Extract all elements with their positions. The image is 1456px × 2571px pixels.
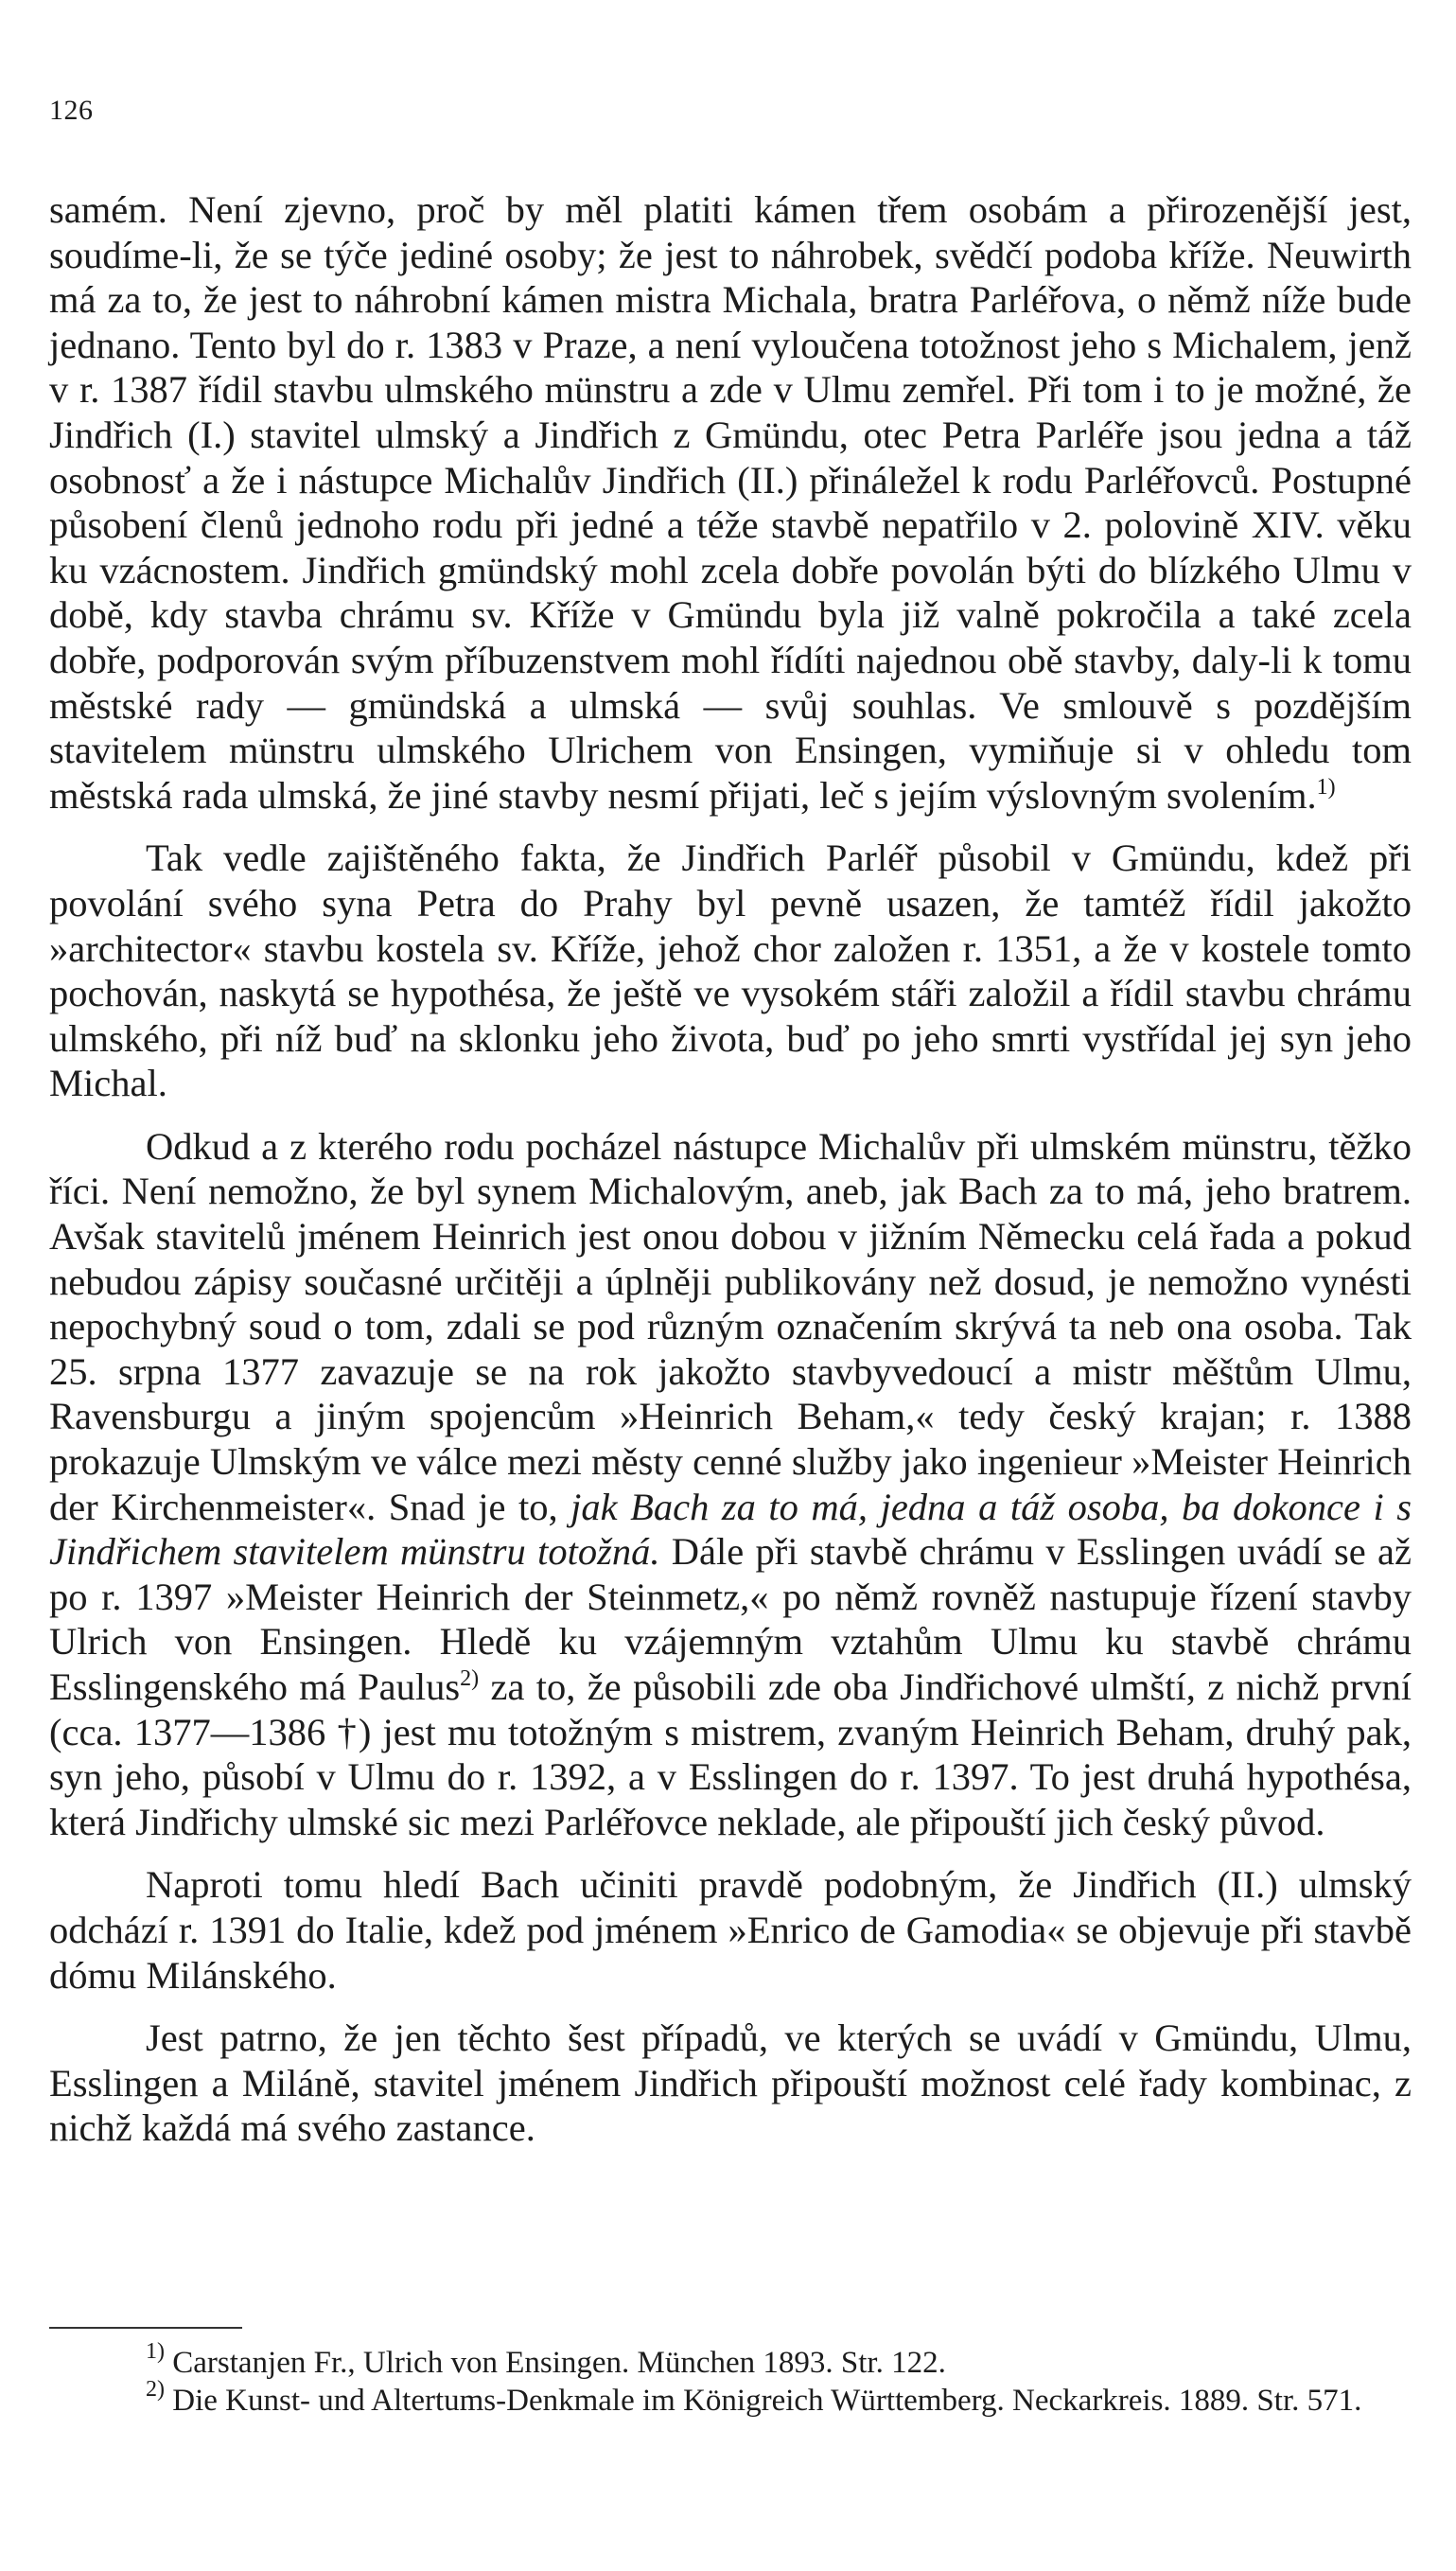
paragraph-2: Tak vedle zajištěného fakta, že Jindřich Parléř působil v Gmündu, kdež při povolání svého syna Petra do Prahy byl pevně usazen, že tamtéž řídil jakožto »architector« stavbu kostela sv. Kříže, jehož chor založen r. 1351, a že v kostele tomto pochován, naskytá se hypothésa, že ještě ve vysokém stáři založil a řídil stavbu chrámu ulmského, při níž buď na sklonku jeho života, buď po jeho smrti vystřídal jej syn jeho Michal. <box>49 836 1412 1105</box>
footnote-2 <box>49 2377 1412 2420</box>
footnote-1-text: Carstanjen Fr., Ulrich von Ensingen. München 1893. Str. 122. <box>172 2346 946 2380</box>
footnote-divider <box>49 2327 242 2329</box>
paragraph-3-italic: jak Bach za to má, jedna a táž osoba, ba dokonce i s Jindřichem stavitelem münstru totožná. <box>49 1485 1412 1574</box>
footnote-2-text: Die Kunst- und Altertums-Denkmale im Königreich Württemberg. Neckarkreis. 1889. Str. 571. <box>172 2384 1362 2418</box>
paragraph-3-text-c: za to, že působili zde oba Jindřichové ulmští, z nichž první (cca. 1377—1386 †) jest mu totožným s mistrem, zvaným Heinrich Beham, druhý pak, syn jeho, působí v Ulmu do r. 1392, a v Esslingen do r. 1397. To jest druhá hypothésa, která Jindřichy ulmské sic mezi Parléřovce neklade, ale připouští jich český původ. <box>49 1665 1412 1843</box>
body-text <box>49 187 1412 2151</box>
footnote-ref-2: 2) <box>460 1666 480 1691</box>
footnote-ref-1: 1) <box>1316 774 1336 800</box>
paragraph-3-text-b: Dále při stavbě chrámu v Esslingen uvádí se až po r. 1397 »Meister Heinrich der Steinmetz,« po němž rovněž nastupuje řízení stavby Ulrich von Ensingen. Hledě ku vzájemným vztahům Ulmu ku stavbě chrámu Esslingenského má Paulus <box>49 1530 1412 1708</box>
paragraph-1 <box>49 187 1412 818</box>
paragraph-4: Naproti tomu hledí Bach učiniti pravdě podobným, že Jindřich (II.) ulmský odchází r. 1391 do Italie, kdež pod jménem »Enrico de Gamodia« se objevuje při stavbě dómu Milánského. <box>49 1863 1412 1997</box>
paragraph-5: Jest patrno, že jen těchto šest případů, ve kterých se uvádí v Gmündu, Ulmu, Esslingen a Miláně, stavitel jménem Jindřich připouští možnost celé řady kombinac, z nichž každá má svého zastance. <box>49 2016 1412 2150</box>
page-number: 126 <box>49 95 94 126</box>
footnote-2-marker: 2) <box>146 2377 165 2402</box>
paragraph-3 <box>49 1124 1412 1845</box>
footnotes <box>49 2339 1412 2420</box>
paragraph-3-text-a: Odkud a z kterého rodu pocházel nástupce Michalův při ulmském münstru, těžko říci. Není nemožno, že byl synem Michalovým, aneb, jak Bach za to má, jeho bratrem. Avšak stavitelů jménem Heinrich jest onou dobou v jižním Německu celá řada a pokud nebudou zápisy současné určitěji a úplněji publikovány než dosud, je nemožno vynésti nepochybný soud o tom, zdali se pod různým označením skrývá ta neb ona osoba. Tak 25. srpna 1377 zavazuje se na rok jakožto stavbyvedoucí a mistr měštům Ulmu, Ravensburgu a jiným spojencům »Heinrich Beham,« tedy český krajan; r. 1388 prokazuje Ulmským ve válce mezi městy cenné služby jako ingenieur »Meister Heinrich der Kirchenmeister«. Snad je to, <box>49 1124 1412 1528</box>
footnote-1 <box>49 2339 1412 2382</box>
paragraph-1-text: samém. Není zjevno, proč by měl platiti kámen třem osobám a přirozenější jest, soudíme-li, že se týče jediné osoby; že jest to náhrobek, svědčí podoba kříže. Neuwirth má za to, že jest to náhrobní kámen mistra Michala, bratra Parléřova, o němž níže bude jednano. Tento byl do r. 1383 v Praze, a není vyloučena totožnost jeho s Michalem, jenž v r. 1387 řídil stavbu ulmského münstru a zde v Ulmu zemřel. Při tom i to je možné, že Jindřich (I.) stavitel ulmský a Jindřich z Gmündu, otec Petra Parléře jsou jedna a táž osobnosť a že i nástupce Michalův Jindřich (II.) přináležel k rodu Parléřovců. Postupné působení členů jednoho rodu při jedné a téže stavbě nepatřilo v 2. polovině XIV. věku ku vzácnostem. Jindřich gmündský mohl zcela dobře povolán býti do blízkého Ulmu v době, kdy stavba chrámu sv. Kříže v Gmündu byla již valně pokročila a také zcela dobře, podporován svým příbuzenstvem mohl řídíti najednou obě stavby, daly-li k tomu městské rady — gmündská a ulmská — svůj souhlas. Ve smlouvě s pozdějším stavitelem münstru ulmského Ulrichem von Ensingen, vymiňuje si v ohledu tom městská rada ulmská, že jiné stavby nesmí přijati, leč s jejím výslovným svolením. <box>49 188 1412 817</box>
footnote-1-marker: 1) <box>146 2339 165 2364</box>
